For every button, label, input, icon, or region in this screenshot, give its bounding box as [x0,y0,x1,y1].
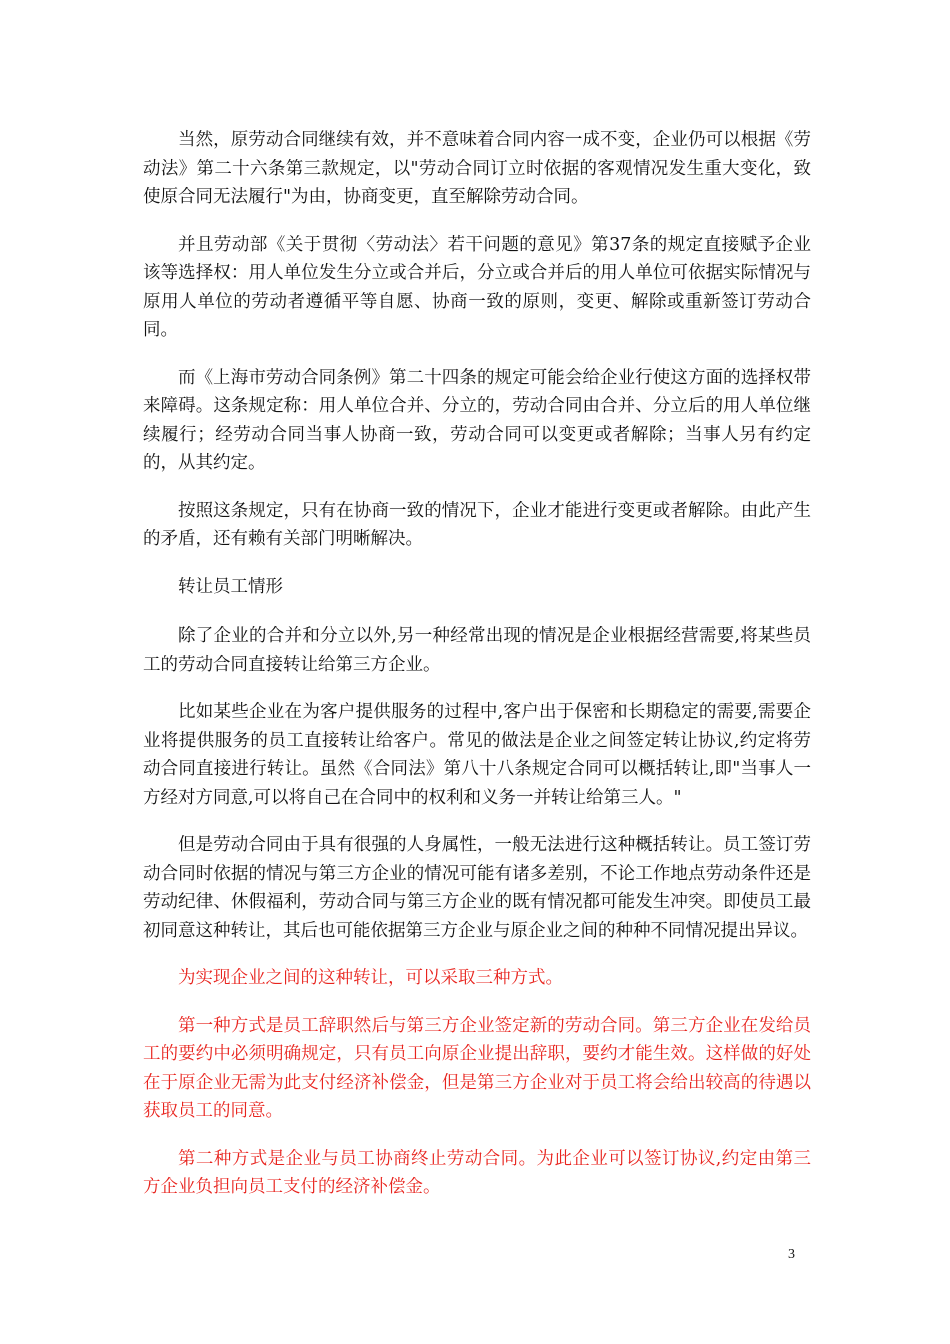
section-heading-employee-transfer: 转让员工情形 [178,576,283,597]
paragraph-consensus-requirement: 按照这条规定，只有在协商一致的情况下，企业才能进行变更或者解除。由此产生的矛盾，还有赖有关部门明晰解决。 [143,500,811,549]
page-number: 3 [788,1247,795,1262]
paragraph-method-two: 第二种方式是企业与员工协商终止劳动合同。为此企业可以签订协议,约定由第三方企业负担向员工支付的经济补偿金。 [143,1148,811,1197]
paragraph-transfer-example: 比如某些企业在为客户提供服务的过程中,客户出于保密和长期稳定的需要,需要企业将提供服务的员工直接转让给客户。常见的做法是企业之间签定转让协议,约定将劳动合同直接进行转让。虽然《合同法》第八十八条规定合同可以概括转让,即"当事人一方经对方同意,可以将自己在合同中的权利和义务一并转让给第三人。" [143,702,811,808]
paragraph-labor-ministry-opinion: 并且劳动部《关于贯彻〈劳动法〉若干问题的意见》第37条的规定直接赋予企业该等选择权：用人单位发生分立或合并后，分立或合并后的用人单位可依据实际情况与原用人单位的劳动者遵循平等自愿、协商一致的原则，变更、解除或重新签订劳动合同。 [143,234,811,340]
paragraph-three-methods: 为实现企业之间的这种转让，可以采取三种方式。 [178,968,563,988]
paragraph-contract-change: 当然，原劳动合同继续有效，并不意味着合同内容一成不变，企业仍可以根据《劳动法》第二十六条第三款规定，以"劳动合同订立时依据的客观情况发生重大变化，致使原合同无法履行"为由，协商变更，直至解除劳动合同。 [143,130,811,207]
document-body [143,126,811,1221]
paragraph-method-one: 第一种方式是员工辞职然后与第三方企业签定新的劳动合同。第三方企业在发给员工的要约中必须明确规定，只有员工向原企业提出辞职，要约才能生效。这样做的好处在于原企业无需为此支付经济补偿金，但是第三方企业对于员工将会给出较高的待遇以获取员工的同意。 [143,1015,811,1121]
paragraph-personal-attribute: 但是劳动合同由于具有很强的人身属性，一般无法进行这种概括转让。员工签订劳动合同时依据的情况与第三方企业的情况可能有诸多差别，不论工作地点劳动条件还是劳动纪律、休假福利，劳动合同与第三方企业的既有情况都可能发生冲突。即使员工最初同意这种转让，其后也可能依据第三方企业与原企业之间的种种不同情况提出异议。 [143,835,811,941]
paragraph-shanghai-regulation: 而《上海市劳动合同条例》第二十四条的规定可能会给企业行使这方面的选择权带来障碍。这条规定称：用人单位合并、分立的，劳动合同由合并、分立后的用人单位继续履行；经劳动合同当事人协商一致，劳动合同可以变更或者解除；当事人另有约定的，从其约定。 [143,367,811,473]
paragraph-transfer-intro: 除了企业的合并和分立以外,另一种经常出现的情况是企业根据经营需要,将某些员工的劳动合同直接转让给第三方企业。 [143,626,811,675]
